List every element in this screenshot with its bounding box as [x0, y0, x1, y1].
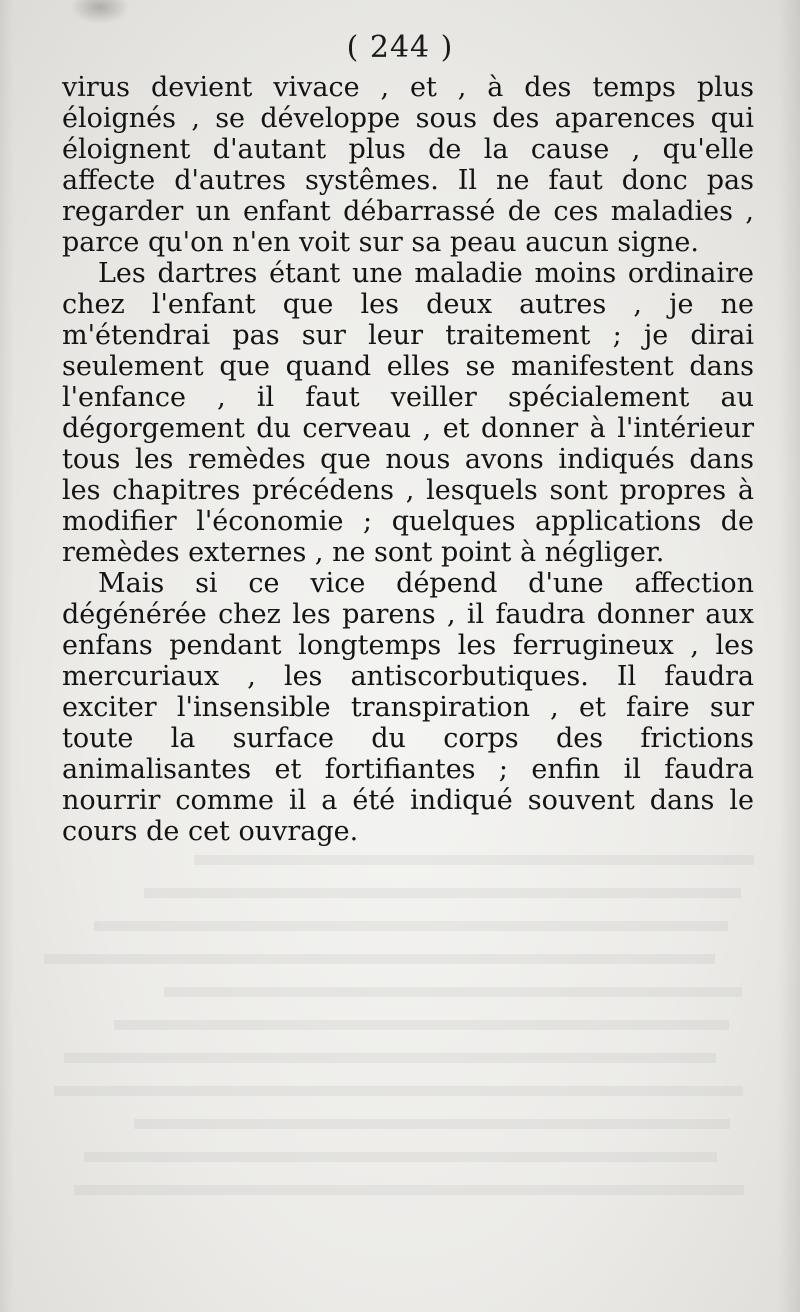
bleed-line	[64, 1030, 716, 1063]
paragraph-2: Les dartres étant une maladie moins ordinaire chez l'enfant que les deux autres , je ne m'étendrai pas sur leur traitement ; je dirai seulement que quand elles se manifestent dans l'enfance , il faut veiller spécialement au dégorgement du cerveau , et donner à l'intérieur tous les remèdes que nous avons indiqués dans les chapitres précédens , lesquels sont propres à modifier l'économie ; quelques applications de remèdes externes , ne sont point à négliger.	[62, 258, 754, 568]
bleed-line	[144, 865, 741, 898]
paragraph-3: Mais si ce vice dépend d'une affection dégénérée chez les parens , il faudra donner aux enfans pendant longtemps les ferrugineux , les mercuriaux , les antiscorbutiques. Il faudra exciter l'insensible transpiration , et faire sur toute la surface du corps des frictions animalisantes et fortifiantes ; enfin il faudra nourrir comme il a été indiqué souvent dans le cours de cet ouvrage.	[62, 568, 754, 847]
bleed-line	[84, 1129, 717, 1162]
reverse-page-bleed-through	[64, 832, 754, 1195]
page-right-shadow	[778, 0, 800, 1312]
bleed-line	[114, 997, 729, 1030]
ink-stain	[70, 0, 130, 24]
bleed-line	[194, 832, 754, 865]
bleed-line	[74, 1162, 744, 1195]
bleed-line	[134, 1096, 730, 1129]
page-number-header: ( 244 )	[346, 30, 454, 65]
bleed-line	[164, 964, 742, 997]
page-left-shadow	[0, 0, 14, 1312]
paragraph-1: virus devient vivace , et , à des temps plus éloignés , se développe sous des aparences qui éloignent d'autant plus de la cause , qu'elle affecte d'autres systêmes. Il ne faut donc pas regarder un enfant débarrassé de ces maladies , parce qu'on n'en voit sur sa peau aucun signe.	[62, 72, 754, 258]
bleed-line	[44, 931, 715, 964]
bleed-line	[94, 898, 728, 931]
page-body	[62, 72, 754, 847]
bleed-line	[54, 1063, 743, 1096]
